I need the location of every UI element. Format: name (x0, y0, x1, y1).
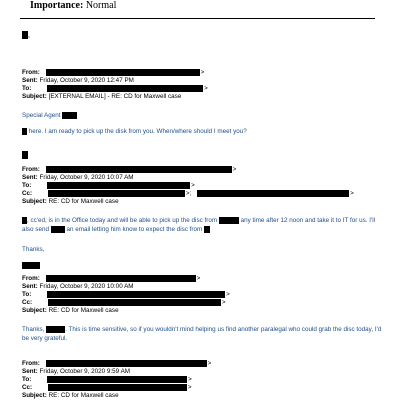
redaction (46, 360, 207, 367)
redaction (46, 166, 232, 173)
redaction (48, 190, 185, 197)
redaction (48, 384, 187, 391)
email2-body: , cc'ed, is in the Office today and will be able to pick up the disc from any time after 12 noon and take it to IT for us. I'll also send an email letting him know to expect the disc from (22, 217, 376, 233)
email1-subject: Subject: [EXTERNAL EMAIL] - RE: CD for Maxwell case (22, 93, 182, 100)
email4-sent: Sent: Friday, October 9, 2020 9:59 AM (22, 368, 131, 375)
redaction (47, 291, 225, 298)
email4-cc: Cc: > (22, 384, 192, 392)
email1-to: To: > (22, 85, 208, 93)
redaction (197, 190, 349, 197)
email1-salutation: Special Agent (22, 112, 77, 121)
redaction (204, 226, 210, 233)
email2-to: To: > (22, 182, 195, 190)
redaction (46, 275, 196, 282)
email2-from: From: > (22, 166, 237, 174)
greeting-comma: , (28, 31, 30, 39)
redaction (47, 376, 187, 383)
redaction (22, 128, 27, 135)
greeting-line (22, 31, 30, 39)
importance-label: Importance: (30, 0, 84, 11)
redaction (47, 182, 190, 189)
email3-cc: Cc: > (22, 299, 226, 307)
email2-sent: Sent: Friday, October 9, 2020 10:07 AM (22, 174, 134, 181)
importance-line (30, 0, 116, 11)
redaction (51, 226, 65, 233)
email3-to: To: > (22, 291, 230, 299)
importance-value: Normal (85, 0, 117, 11)
email3-body: Thanks, . This is time sensitive, so if you wouldn't mind helping us find another paralegal who could grab the disc today, I'd be very grateful. (22, 326, 382, 342)
email4-to: To: > (22, 376, 192, 384)
email3-subject: Subject: RE: CD for Maxwell case (22, 307, 119, 314)
email3-sent: Sent: Friday, October 9, 2020 10:00 AM (22, 283, 134, 290)
redaction (46, 326, 65, 333)
redaction (46, 69, 200, 76)
email2-cc: Cc: >; > (22, 190, 354, 198)
email1-signature-redaction (22, 146, 28, 164)
email2-closing: Thanks, (22, 246, 45, 253)
redaction (48, 299, 221, 306)
email4-subject: Subject: RE: CD for Maxwell case (22, 392, 119, 399)
email3-from: From: > (22, 275, 201, 283)
redaction (219, 217, 239, 224)
redaction (47, 85, 203, 92)
email2-subject: Subject: RE: CD for Maxwell case (22, 198, 119, 205)
email1-sent: Sent: Friday, October 9, 2020 12:47 PM (22, 77, 134, 84)
email1-body: here. I am ready to pick up the disk from you. When/where should I meet you? (22, 128, 247, 137)
email1-from: From: > (22, 69, 205, 77)
header-divider (20, 18, 375, 19)
email4-from: From: > (22, 360, 212, 368)
email2-signature-redaction (22, 256, 40, 274)
redaction (62, 112, 77, 119)
